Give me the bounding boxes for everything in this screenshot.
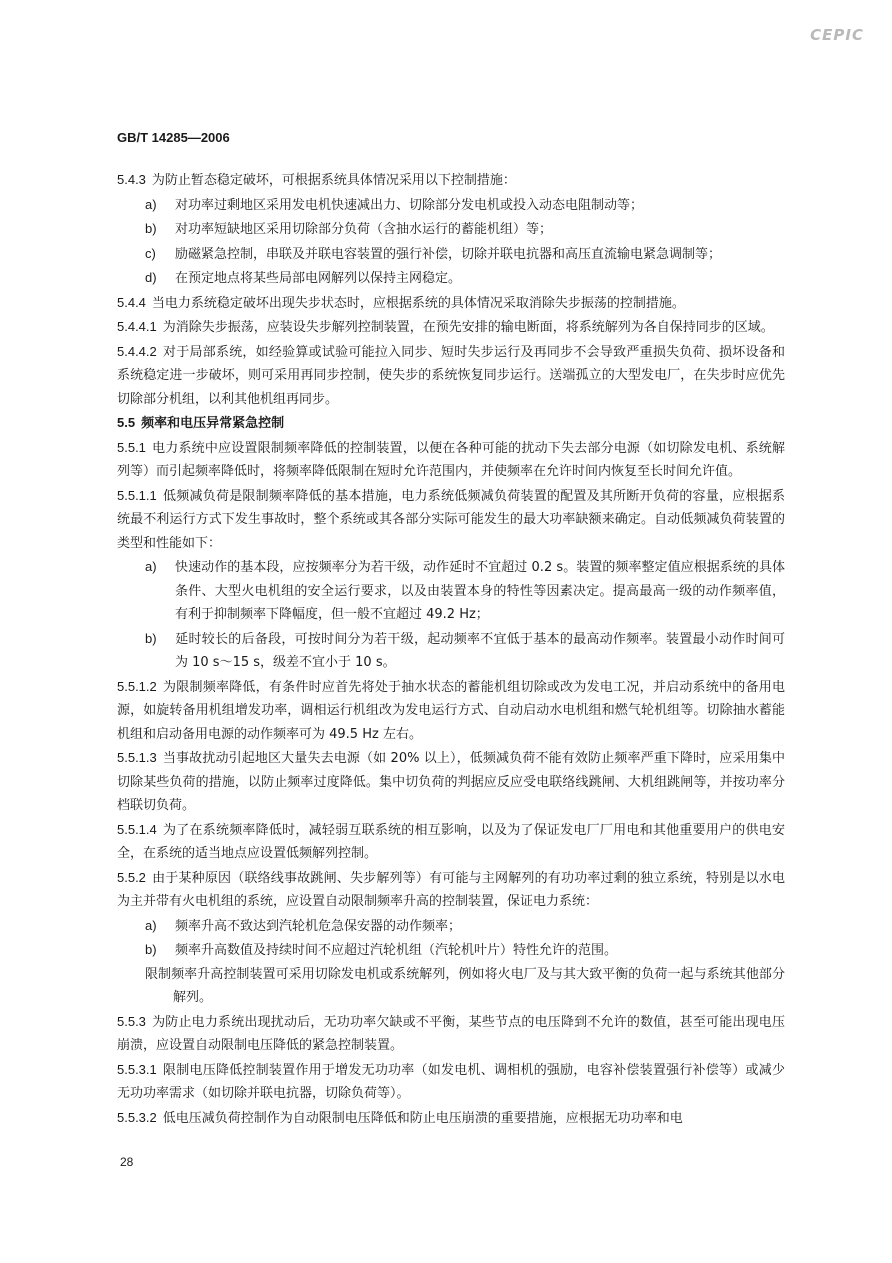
clause-paragraph xyxy=(117,315,785,340)
list-item xyxy=(117,555,785,627)
clause-text: 低频减负荷是限制频率降低的基本措施，电力系统低频减负荷装置的配置及其所断开负荷的容量，应根据系统最不利运行方式下发生事故时，整个系统或其各部分实际可能发生的最大功率缺额来确定。自动低频减负荷装置的类型和性能如下： xyxy=(117,488,785,551)
list-item xyxy=(117,938,785,963)
clause-number: 5.5.1.3 xyxy=(117,750,157,765)
clause-text: 延时较长的后备段，可按时间分为若干级，起动频率不宜低于基本的最高动作频率。装置最小动作时间可为 10 s～15 s，级差不宜小于 10 s。 xyxy=(175,631,785,670)
clause-number: 5.4.4 xyxy=(117,294,146,310)
clause-number: 5.5.1.4 xyxy=(117,821,157,837)
clause-text: 由于某种原因（联络线事故跳闸、失步解列等）有可能与主网解列的有功功率过剩的独立系统，特别是以水电为主并带有火电机组的系统，应设置自动限制频率升高的控制装置，保证电力系统： xyxy=(117,870,785,909)
clause-number: 5.5.3.2 xyxy=(117,1109,157,1125)
clause-paragraph xyxy=(117,484,785,556)
list-marker: c) xyxy=(145,245,156,261)
clause-text: 为防止电力系统出现扰动后，无功功率欠缺或不平衡，某些节点的电压降到不允许的数值，甚至可能出现电压崩溃，应设置自动限制电压降低的紧急控制装置。 xyxy=(117,1014,785,1053)
clause-paragraph xyxy=(117,168,785,193)
clause-text: 限制频率升高控制装置可采用切除发电机或系统解列，例如将火电厂及与其大致平衡的负荷一起与系统其他部分解列。 xyxy=(145,966,785,1005)
clause-text: 当电力系统稳定破坏出现失步状态时，应根据系统的具体情况采取消除失步振荡的控制措施。 xyxy=(151,295,685,311)
continuation-paragraph xyxy=(117,963,785,1010)
clause-number: 5.5.2 xyxy=(117,869,146,885)
clause-number: 5.5.3 xyxy=(117,1013,146,1029)
clause-paragraph xyxy=(117,866,785,914)
clause-text: 为消除失步振荡，应装设失步解列控制装置，在预先安排的输电断面，将系统解列为各自保持同步的区域。 xyxy=(162,320,774,335)
clause-text: 电力系统中应设置限制频率降低的控制装置，以便在各种可能的扰动下失去部分电源（如切除发电机、系统解列等）而引起频率降低时，将频率降低限制在短时允许范围内，并使频率在允许时间内恢复至长时间允许值。 xyxy=(117,440,785,479)
clause-number: 5.5.1 xyxy=(117,439,146,455)
clause-text: 为限制频率降低，有条件时应首先将处于抽水状态的蓄能机组切除或改为发电工况，并启动系统中的备用电源，如旋转备用机组增发功率，调相运行机组改为发电运行方式、自动启动水电机组和燃气轮机组等。切除抽水蓄能机组和启动备用电源的动作频率可为 49.5 Hz 左右。 xyxy=(117,679,785,742)
clause-number: 5.5.1.2 xyxy=(117,678,157,694)
list-marker: d) xyxy=(145,270,157,285)
clause-text: 频率升高不致达到汽轮机危急保安器的动作频率； xyxy=(175,918,462,934)
list-item xyxy=(117,266,785,291)
list-item xyxy=(117,242,785,267)
clause-paragraph xyxy=(117,340,785,412)
clause-text: 对功率短缺地区采用切除部分负荷（含抽水运行的蓄能机组）等； xyxy=(175,222,553,237)
document-body xyxy=(117,168,785,1130)
clause-paragraph xyxy=(117,291,785,316)
list-marker: b) xyxy=(145,221,157,236)
clause-paragraph xyxy=(117,746,785,818)
clause-text: 励磁紧急控制，串联及并联电容装置的强行补偿，切除并联电抗器和高压直流输电紧急调制等； xyxy=(175,246,722,262)
page-number: 28 xyxy=(120,1155,134,1169)
list-item xyxy=(117,217,785,242)
list-marker: b) xyxy=(145,630,157,646)
list-item xyxy=(117,627,785,675)
clause-text: 对功率过剩地区采用发电机快速减出力、切除部分发电机或投入动态电阻制动等； xyxy=(175,197,644,213)
clause-text: 当事故扰动引起地区大量失去电源（如 20% 以上），低频减负荷不能有效防止频率严重下降时，应采用集中切除某些负荷的措施，以防止频率过度降低。集中切负荷的判据应反应受电联络线跳闸、大机组跳闸等，并按功率分档联切负荷。 xyxy=(117,751,785,813)
clause-paragraph xyxy=(117,675,785,747)
clause-text: 在预定地点将某些局部电网解列以保持主网稳定。 xyxy=(175,271,462,286)
clause-number: 5.4.4.2 xyxy=(117,343,157,359)
clause-text: 对于局部系统，如经验算或试验可能拉入同步、短时失步运行及再同步不会导致严重损失负荷、损坏设备和系统稳定进一步破坏，则可采用再同步控制，使失步的系统恢复同步运行。送端孤立的大型发电厂，在失步时应优先切除部分机组，以利其他机组再同步。 xyxy=(117,344,785,407)
cepic-logo: CEPIC xyxy=(810,26,864,44)
clause-text: 为防止暂态稳定破坏，可根据系统具体情况采用以下控制措施： xyxy=(151,173,516,188)
list-item xyxy=(117,193,785,218)
clause-number: 5.5.3.1 xyxy=(117,1061,157,1077)
clause-paragraph xyxy=(117,1106,785,1131)
clause-paragraph xyxy=(117,436,785,484)
section-heading xyxy=(117,411,785,436)
clause-number: 5.4.3 xyxy=(117,172,146,187)
clause-paragraph xyxy=(117,1058,785,1106)
clause-paragraph xyxy=(117,818,785,866)
clause-paragraph xyxy=(117,1010,785,1058)
list-item xyxy=(117,914,785,939)
clause-text: 频率和电压异常紧急控制 xyxy=(141,416,285,431)
list-marker: b) xyxy=(145,942,157,957)
clause-text: 为了在系统频率降低时，减轻弱互联系统的相互影响，以及为了保证发电厂厂用电和其他重要用户的供电安全，在系统的适当地点应设置低频解列控制。 xyxy=(117,822,785,861)
clause-text: 低电压减负荷控制作为自动限制电压降低和防止电压崩溃的重要措施，应根据无功功率和电 xyxy=(162,1110,683,1126)
list-marker: a) xyxy=(145,917,157,933)
list-marker: a) xyxy=(145,559,157,574)
clause-text: 限制电压降低控制装置作用于增发无功功率（如发电机、调相机的强励，电容补偿装置强行补偿等）或减少无功功率需求（如切除并联电抗器，切除负荷等）。 xyxy=(117,1062,785,1101)
clause-number: 5.5 xyxy=(117,415,136,430)
list-marker: a) xyxy=(145,196,157,212)
clause-text: 频率升高数值及持续时间不应超过汽轮机组（汽轮机叶片）特性允许的范围。 xyxy=(175,943,618,958)
clause-text: 快速动作的基本段，应按频率分为若干级，动作延时不宜超过 0.2 s。装置的频率整定值应根据系统的具体条件、大型火电机组的安全运行要求，以及由装置本身的特性等因素决定。提高最高一级的动作频率值，有利于抑制频率下降幅度，但一般不宜超过 49.2 Hz； xyxy=(175,560,785,622)
clause-number: 5.4.4.1 xyxy=(117,319,157,334)
standard-number: GB/T 14285—2006 xyxy=(117,130,230,145)
clause-number: 5.5.1.1 xyxy=(117,487,157,503)
